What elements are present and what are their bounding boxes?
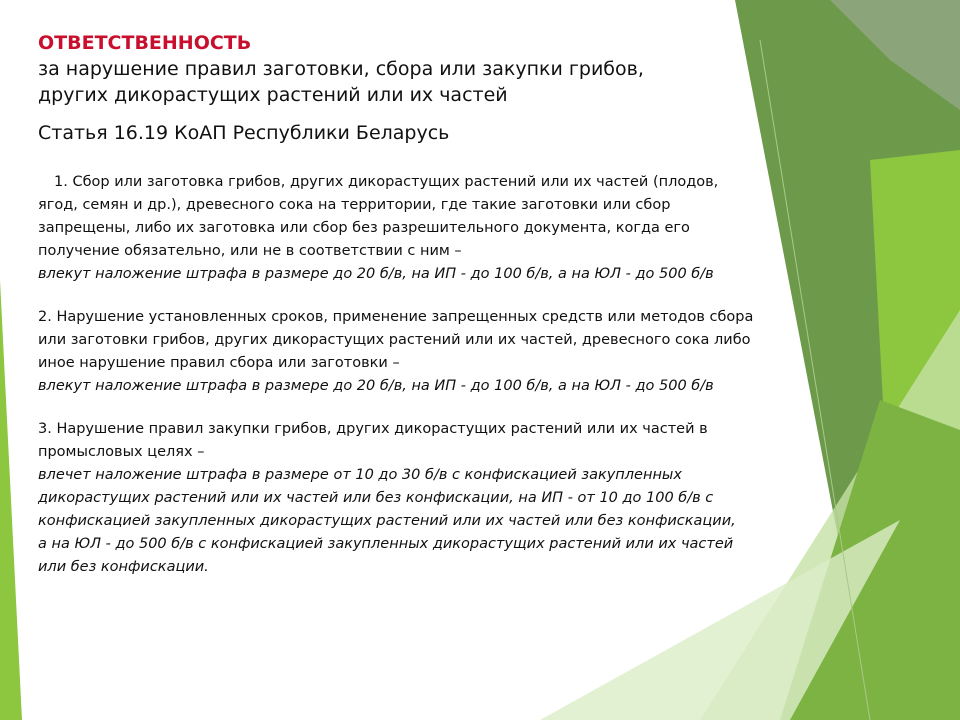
paragraph-line: промысловых целях – (38, 444, 205, 460)
penalty-line: влекут наложение штрафа в размере до 20 б/в, на ИП - до 100 б/в, а на ЮЛ - до 500 б/в (38, 378, 714, 394)
paragraph-line: получение обязательно, или не в соответствии с ним – (38, 243, 462, 259)
paragraph-line: 1. Сбор или заготовка грибов, других дикорастущих растений или их частей (плодов, (54, 174, 719, 190)
left-bottom-green-triangle (0, 280, 22, 720)
paragraph-3 (38, 418, 868, 579)
article-heading: Статья 16.19 КоАП Республики Беларусь (38, 122, 450, 144)
article-paragraphs (38, 171, 868, 579)
paragraph-line: или заготовки грибов, других дикорастущих растений или их частей, древесного сока либо (38, 332, 751, 348)
penalty-line: дикорастущих растений или их частей или без конфискации, на ИП - от 10 до 100 б/в с (38, 490, 714, 506)
paragraph-2 (38, 306, 868, 398)
penalty-line: а на ЮЛ - до 500 б/в с конфискацией закупленных дикорастущих растений или их частей (38, 536, 734, 552)
paragraph-line: иное нарушение правил сбора или заготовки – (38, 355, 400, 371)
paragraph-line: запрещены, либо их заготовка или сбор без разрешительного документа, когда его (38, 220, 690, 236)
paragraph-line: 3. Нарушение правил закупки грибов, других дикорастущих растений или их частей в (38, 421, 708, 437)
penalty-line: влекут наложение штрафа в размере до 20 б/в, на ИП - до 100 б/в, а на ЮЛ - до 500 б/в (38, 266, 714, 282)
paragraph-1 (38, 171, 868, 286)
penalty-line: конфискацией закупленных дикорастущих растений или их частей или без конфискации, (38, 513, 736, 529)
slide-content (38, 30, 868, 599)
subtitle-line-2: других дикорастущих растений или их частей (38, 84, 508, 106)
subtitle-line-1: за нарушение правил заготовки, сбора или закупки грибов, (38, 58, 644, 80)
page-title: ОТВЕТСТВЕННОСТЬ (38, 32, 252, 54)
paragraph-line: 2. Нарушение установленных сроков, применение запрещенных средств или методов сбора (38, 309, 754, 325)
penalty-line: или без конфискации. (38, 559, 209, 575)
paragraph-line: ягод, семян и др.), древесного сока на территории, где такие заготовки или сбор (38, 197, 671, 213)
penalty-line: влечет наложение штрафа в размере от 10 до 30 б/в с конфискацией закупленных (38, 467, 682, 483)
